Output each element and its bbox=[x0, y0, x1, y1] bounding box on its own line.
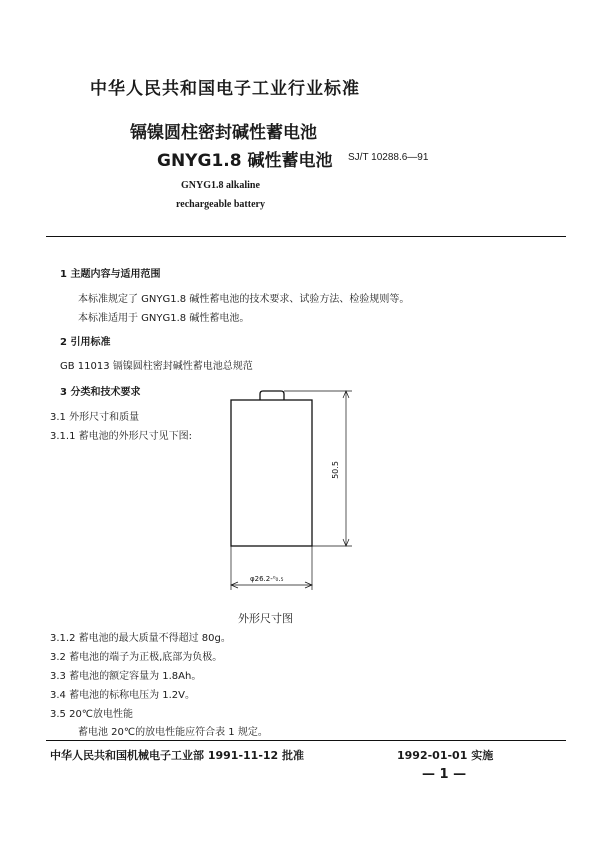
document-title: 镉镍圆柱密封碱性蓄电池 bbox=[130, 123, 317, 143]
section-3-5-text: 蓄电池 20℃的放电性能应符合表 1 规定。 bbox=[78, 727, 268, 738]
section-3-3: 3.3 蓄电池的额定容量为 1.8Ah。 bbox=[50, 671, 202, 682]
approval-line: 中华人民共和国机械电子工业部 1991-11-12 批准 bbox=[50, 749, 305, 762]
section-3-1-1: 3.1.1 蓄电池的外形尺寸见下图: bbox=[50, 431, 192, 442]
document-subtitle: GNYG1.8 碱性蓄电池 bbox=[157, 151, 333, 171]
height-dimension-label: 50.5 bbox=[331, 461, 340, 479]
english-title-line1: GNYG1.8 alkaline bbox=[181, 180, 260, 191]
section-1-text-1: 本标准规定了 GNYG1.8 碱性蓄电池的技术要求、试验方法、检验规则等。 bbox=[78, 294, 410, 305]
effective-date: 1992-01-01 实施 bbox=[397, 749, 494, 762]
section-2-reference: GB 11013 镉镍圆柱密封碱性蓄电池总规范 bbox=[60, 361, 253, 372]
section-3-2: 3.2 蓄电池的端子为正极,底部为负极。 bbox=[50, 652, 223, 663]
page-number: — 1 — bbox=[422, 767, 467, 782]
diameter-dimension-label: φ26.2-⁰₀.₅ bbox=[250, 575, 284, 583]
section-3-5: 3.5 20℃放电性能 bbox=[50, 709, 134, 720]
section-1-heading: 1 主题内容与适用范围 bbox=[60, 269, 161, 280]
footer-rule bbox=[46, 740, 566, 741]
standard-number: SJ/T 10288.6—91 bbox=[348, 152, 429, 163]
section-2-heading: 2 引用标准 bbox=[60, 337, 111, 348]
section-3-heading: 3 分类和技术要求 bbox=[60, 387, 141, 398]
figure-caption: 外形尺寸图 bbox=[238, 612, 293, 625]
section-3-1: 3.1 外形尺寸和质量 bbox=[50, 412, 140, 423]
section-3-1-2: 3.1.2 蓄电池的最大质量不得超过 80g。 bbox=[50, 633, 231, 644]
standard-header: 中华人民共和国电子工业行业标准 bbox=[90, 79, 360, 99]
english-title-line2: rechargeable battery bbox=[176, 199, 265, 210]
section-3-4: 3.4 蓄电池的标称电压为 1.2V。 bbox=[50, 690, 196, 701]
section-1-text-2: 本标准适用于 GNYG1.8 碱性蓄电池。 bbox=[78, 313, 250, 324]
